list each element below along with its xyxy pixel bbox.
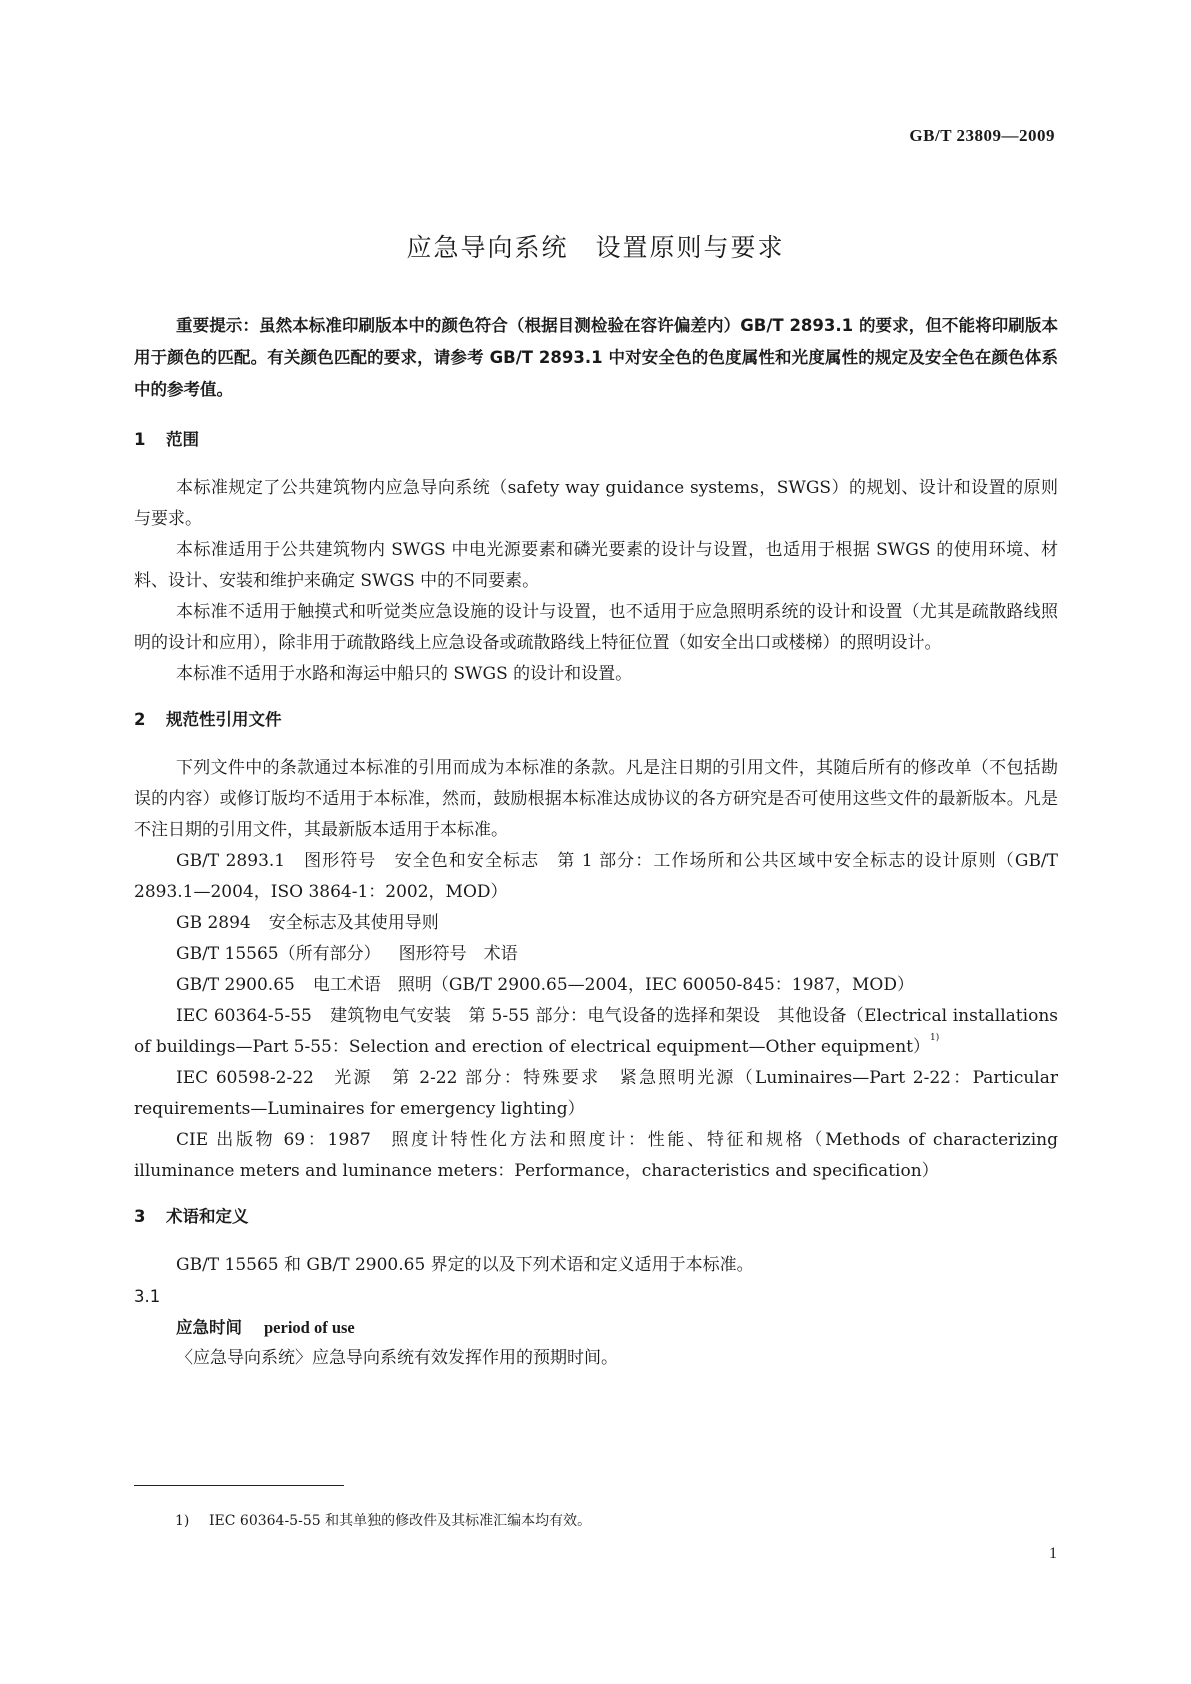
reference-text: 电工术语 照明（GB/T 2900.65—2004，IEC 60050-845：1987，MOD） xyxy=(312,975,914,995)
section-number: 1 xyxy=(134,430,146,449)
reference-text: 安全标志及其使用导则 xyxy=(268,913,439,933)
reference-code: GB/T 15565（所有部分） xyxy=(176,944,381,964)
page-number: 1 xyxy=(1049,1545,1057,1562)
reference-code: GB/T 2893.1 xyxy=(176,851,286,871)
scope-paragraph: 本标准规定了公共建筑物内应急导向系统（safety way guidance systems，SWGS）的规划、设计和设置的原则与要求。 xyxy=(134,478,1058,529)
standard-code: GB/T 23809—2009 xyxy=(909,126,1055,145)
reference-item xyxy=(134,846,1058,908)
footnote-divider xyxy=(134,1485,344,1486)
scope-paragraph: 本标准不适用于水路和海运中船只的 SWGS 的设计和设置。 xyxy=(176,664,633,684)
reference-item xyxy=(134,970,1058,1001)
reference-text: 光源 第 2-22 部分：特殊要求 紧急照明光源（Luminaires—Part 2-22：Particular requirements—Luminaires for emergency lighting） xyxy=(134,1068,1058,1119)
term-entry xyxy=(134,1312,1058,1343)
footnote-text: IEC 60364-5-55 和其单独的修改件及其标准汇编本均有效。 xyxy=(209,1513,592,1529)
footnote xyxy=(175,1510,591,1530)
scope-paragraph: 本标准不适用于触摸式和听觉类应急设施的设计与设置，也不适用于应急照明系统的设计和设置（尤其是疏散路线照明的设计和应用），除非用于疏散路线上应急设备或疏散路线上特征位置（如安全出口或楼梯）的照明设计。 xyxy=(134,602,1058,653)
reference-code: CIE 出版物 69：1987 xyxy=(176,1130,371,1150)
scope-paragraph: 本标准适用于公共建筑物内 SWGS 中电光源要素和磷光要素的设计与设置，也适用于根据 SWGS 的使用环境、材料、设计、安装和维护来确定 SWGS 中的不同要素。 xyxy=(134,540,1058,591)
important-notice: 重要提示：虽然本标准印刷版本中的颜色符合（根据目测检验在容许偏差内）GB/T 2893.1 的要求，但不能将印刷版本用于颜色的匹配。有关颜色匹配的要求，请参考 GB/T 2893.1 中对安全色的色度属性和光度属性的规定及安全色在颜色体系中的参考值。 xyxy=(134,316,1058,399)
term-number: 3.1 xyxy=(134,1287,161,1306)
reference-item xyxy=(134,908,1058,939)
section-title: 术语和定义 xyxy=(166,1207,249,1226)
references-intro: 下列文件中的条款通过本标准的引用而成为本标准的条款。凡是注日期的引用文件，其随后所有的修改单（不包括勘误的内容）或修订版均不适用于本标准，然而，鼓励根据本标准达成协议的各方研究是否可使用这些文件的最新版本。凡是不注日期的引用文件，其最新版本适用于本标准。 xyxy=(134,758,1058,840)
reference-text: 照度计特性化方法和照度计：性能、特征和规格（Methods of characterizing illuminance meters and luminance meters：Performance，characteristics and specification） xyxy=(134,1130,1058,1181)
section-1-heading xyxy=(134,424,1058,455)
section-title: 范围 xyxy=(166,430,199,449)
page-title: 应急导向系统 设置原则与要求 xyxy=(406,233,785,262)
term-definition: 〈应急导向系统〉应急导向系统有效发挥作用的预期时间。 xyxy=(176,1348,618,1368)
reference-code: IEC 60364-5-55 xyxy=(176,1006,312,1026)
reference-text: 建筑物电气安装 第 5-55 部分：电气设备的选择和架设 其他设备（Electrical installations of buildings—Part 5-55：Selection and erection of electrical equipment—Other equipment） xyxy=(134,1006,1058,1057)
reference-item xyxy=(134,1001,1058,1063)
terms-intro: GB/T 15565 和 GB/T 2900.65 界定的以及下列术语和定义适用于本标准。 xyxy=(176,1255,754,1275)
section-2-heading xyxy=(134,704,1058,735)
reference-code: GB/T 2900.65 xyxy=(176,975,295,995)
reference-code: GB 2894 xyxy=(176,913,251,933)
term-chinese: 应急时间 xyxy=(176,1318,242,1337)
main-content xyxy=(134,310,1058,1374)
reference-text: 图形符号 安全色和安全标志 第 1 部分：工作场所和公共区域中安全标志的设计原则（GB/T 2893.1—2004，ISO 3864-1：2002，MOD） xyxy=(134,851,1058,902)
section-3-heading xyxy=(134,1201,1058,1232)
reference-text: 图形符号 术语 xyxy=(398,944,518,964)
section-number: 2 xyxy=(134,710,146,729)
footnote-marker: 1) xyxy=(930,1033,940,1043)
term-english: period of use xyxy=(264,1318,355,1337)
reference-item xyxy=(134,1125,1058,1187)
section-number: 3 xyxy=(134,1207,146,1226)
reference-item xyxy=(134,1063,1058,1125)
reference-item xyxy=(134,939,1058,970)
section-title: 规范性引用文件 xyxy=(166,710,282,729)
reference-code: IEC 60598-2-22 xyxy=(176,1068,314,1088)
footnote-number: 1) xyxy=(175,1513,190,1529)
